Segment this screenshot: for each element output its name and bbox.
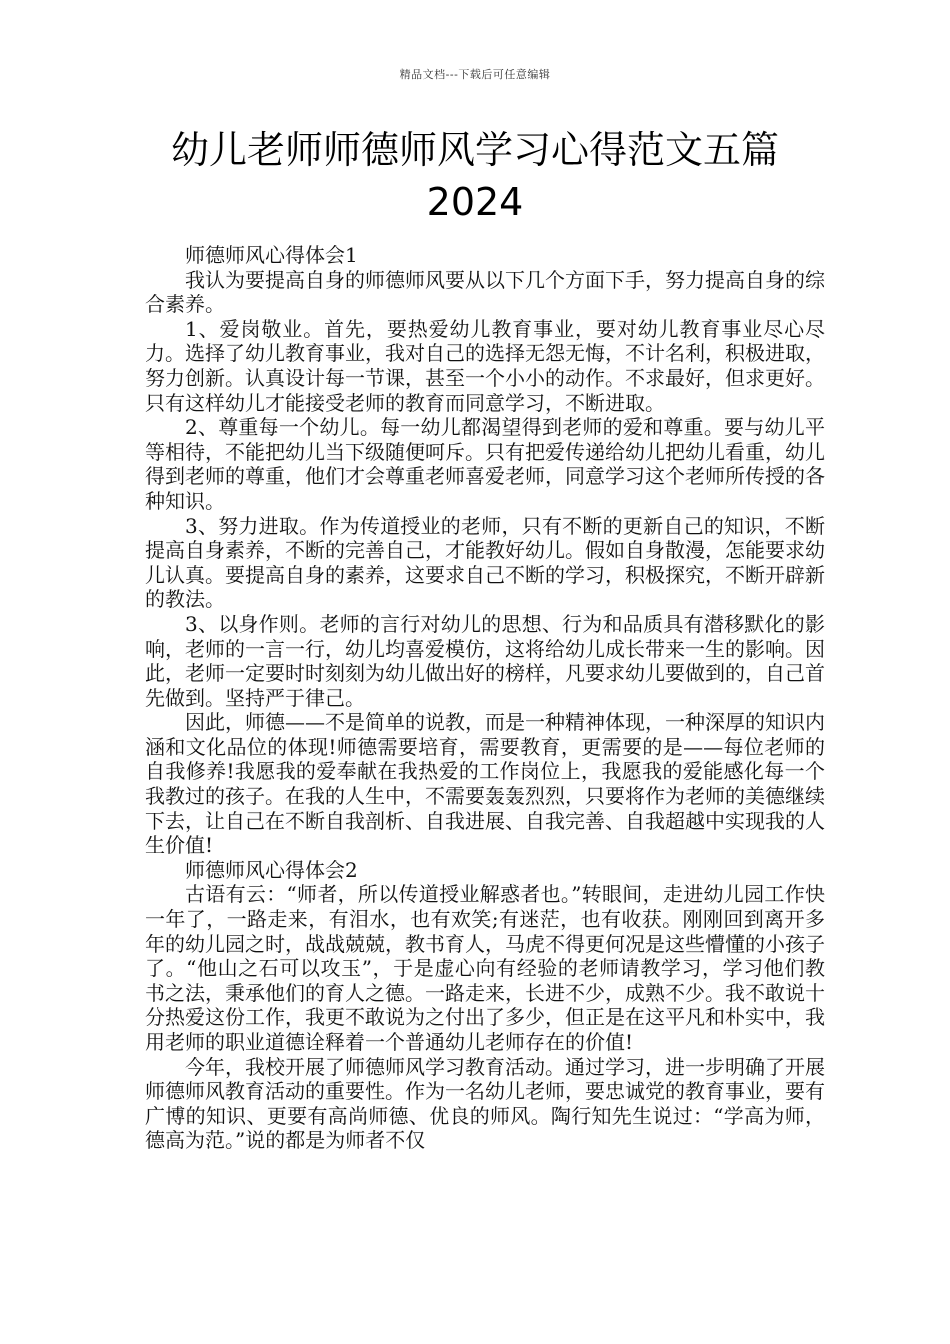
document-body [145, 243, 825, 1153]
paragraph: 因此，师德——不是简单的说教，而是一种精神体现，一种深厚的知识内涵和文化品位的体现!师德需要培育，需要教育，更需要的是——每位老师的自我修养!我愿我的爱奉献在我热爱的工作岗位上，我愿我的爱能感化每一个我教过的孩子。在我的人生中，不需要轰轰烈烈，只要将作为老师的美德继续下去，让自己在不断自我剖析、自我进展、自我完善、自我超越中实现我的人生价值! [145, 710, 825, 858]
title-line-1: 幼儿老师师德师风学习心得范文五篇 [170, 128, 779, 172]
paragraph: 3、以身作则。老师的言行对幼儿的思想、行为和品质具有潜移默化的影响，老师的一言一行，幼儿均喜爱模仿，这将给幼儿成长带来一生的影响。因此，老师一定要时时刻刻为幼儿做出好的榜样，凡要求幼儿要做到的，自己首先做到。坚持严于律己。 [145, 611, 825, 710]
paragraph: 今年，我校开展了师德师风学习教育活动。通过学习，进一步明确了开展师德师风教育活动的重要性。作为一名幼儿老师，要忠诚党的教育事业，要有广博的知识、更要有高尚师德、优良的师风。陶行知先生说过：“学高为师，德高为范。”说的都是为师者不仅 [145, 1054, 825, 1153]
title-line-2: 2024 [426, 180, 524, 224]
section-heading: 师德师风心得体会1 [185, 243, 358, 267]
paragraph: 3、努力进取。作为传道授业的老师，只有不断的更新自己的知识，不断提高自身素养，不断的完善自己，才能教好幼儿。假如自身散漫，怎能要求幼儿认真。要提高自身的素养，这要求自己不断的学习，积极探究，不断开辟新的教法。 [145, 513, 825, 612]
document-title [100, 124, 850, 228]
header-note: 精品文档---下载后可任意编辑 [399, 68, 551, 81]
paragraph: 古语有云：“师者，所以传道授业解惑者也。”转眼间，走进幼儿园工作快一年了，一路走来，有泪水，也有欢笑;有迷茫，也有收获。刚刚回到离开多年的幼儿园之时，战战兢兢，教书育人，马虎不得更何况是这些懵懂的小孩子了。“他山之石可以攻玉”，于是虚心向有经验的老师请教学习，学习他们教书之法，秉承他们的育人之德。一路走来，长进不少，成熟不少。我不敢说十分热爱这份工作，我更不敢说为之付出了多少，但正是在这平凡和朴实中，我用老师的职业道德诠释着一个普通幼儿老师存在的价值! [145, 882, 825, 1054]
paragraph: 2、尊重每一个幼儿。每一幼儿都渴望得到老师的爱和尊重。要与幼儿平等相待，不能把幼儿当下级随便呵斥。只有把爱传递给幼儿把幼儿看重，幼儿得到老师的尊重，他们才会尊重老师喜爱老师，同意学习这个老师所传授的各种知识。 [145, 415, 825, 513]
section-heading: 师德师风心得体会2 [185, 857, 358, 882]
paragraph: 1、爱岗敬业。首先，要热爱幼儿教育事业，要对幼儿教育事业尽心尽力。选择了幼儿教育事业，我对自己的选择无怨无悔，不计名利，积极进取，努力创新。认真设计每一节课，甚至一个小小的动作。不求最好，但求更好。只有这样幼儿才能接受老师的教育而同意学习，不断进取。 [145, 316, 825, 415]
paragraph: 我认为要提高自身的师德师风要从以下几个方面下手，努力提高自身的综合素养。 [145, 267, 825, 317]
